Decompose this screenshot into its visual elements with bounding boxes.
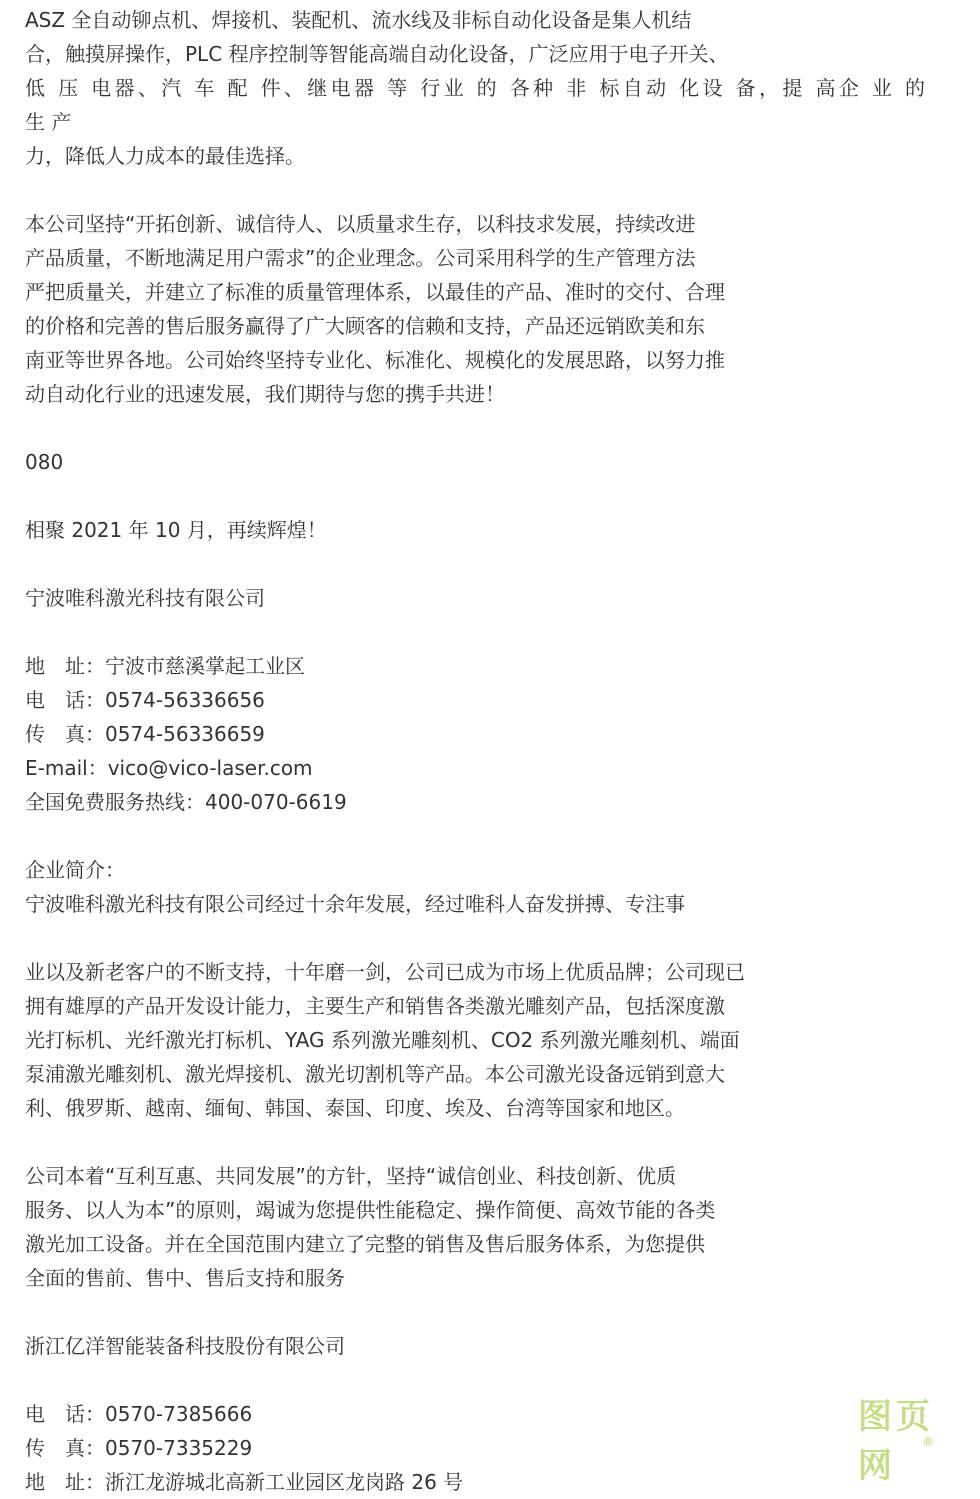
spacer [25,547,935,581]
watermark-logo [858,1397,968,1487]
spacer [25,1295,935,1329]
profile-line: 泵浦激光雕刻机、激光焊接机、激光切割机等产品。本公司激光设备远销到意大 [25,1062,725,1086]
booth-number: 080 [25,450,64,474]
company2-address: 地 址：浙江龙游城北高新工业园区龙岗路 26 号 [25,1470,464,1494]
intro-line-2: 合，触摸屏操作，PLC 程序控制等智能高端自动化设备，广泛应用于电子开关、 [25,42,729,66]
company1-hotline: 全国免费服务热线：400-070-6619 [25,790,347,814]
policy-line: 激光加工设备。并在全国范围内建立了完整的销售及售后服务体系，为您提供 [25,1232,705,1256]
spacer [25,819,935,853]
company1-phone: 电 话：0574-56336656 [25,688,265,712]
company2-name: 浙江亿洋智能装备科技股份有限公司 [25,1334,345,1358]
spacer [25,1125,935,1159]
policy-line: 全面的售前、售中、售后支持和服务 [25,1266,345,1290]
spacer [25,479,935,513]
philosophy-line: 产品质量，不断地满足用户需求”的企业理念。公司采用科学的生产管理方法 [25,246,696,270]
company1-fax: 传 真：0574-56336659 [25,722,265,746]
spacer [25,1363,935,1397]
profile-line: 拥有雄厚的产品开发设计能力，主要生产和销售各类激光雕刻产品，包括深度激 [25,994,725,1018]
spacer [25,921,935,955]
intro-line-4: 生 产 [25,110,72,134]
philosophy-line: 南亚等世界各地。公司始终坚持专业化、标准化、规模化的发展思路，以努力推 [25,348,725,372]
policy-line: 服务、以人为本”的原则，竭诚为您提供性能稳定、操作简便、高效节能的各类 [25,1198,716,1222]
intro-line-5: 力，降低人力成本的最佳选择。 [25,144,305,168]
profile-heading: 企业简介： [25,858,125,882]
company2-fax: 传 真：0570-7335229 [25,1436,253,1460]
registered-mark-icon: ® [922,1435,934,1449]
slogan: 相聚 2021 年 10 月，再续辉煌！ [25,518,327,542]
spacer [25,411,935,445]
philosophy-line: 本公司坚持“开拓创新、诚信待人、以质量求生存，以科技求发展，持续改进 [25,212,696,236]
profile-line: 利、俄罗斯、越南、缅甸、韩国、泰国、印度、埃及、台湾等国家和地区。 [25,1096,685,1120]
watermark-text: 图页网 [858,1397,934,1486]
document-body [25,3,935,1499]
intro-line-1: ASZ 全自动铆点机、焊接机、装配机、流水线及非标自动化设备是集人机结 [25,8,692,32]
spacer [25,615,935,649]
company1-email: E-mail：vico@vico-laser.com [25,756,313,780]
spacer [25,173,935,207]
philosophy-line: 严把质量关，并建立了标准的质量管理体系，以最佳的产品、准时的交付、合理 [25,280,725,304]
company2-phone: 电 话：0570-7385666 [25,1402,253,1426]
philosophy-line: 动自动化行业的迅速发展，我们期待与您的携手共进！ [25,382,505,406]
philosophy-line: 的价格和完善的售后服务赢得了广大顾客的信赖和支持，产品还远销欧美和东 [25,314,705,338]
policy-line: 公司本着“互利互惠、共同发展”的方针，坚持“诚信创业、科技创新、优质 [25,1164,677,1188]
profile-first-line: 宁波唯科激光科技有限公司经过十余年发展，经过唯科人奋发拼搏、专注事 [25,892,685,916]
company1-name: 宁波唯科激光科技有限公司 [25,586,265,610]
profile-line: 光打标机、光纤激光打标机、YAG 系列激光雕刻机、CO2 系列激光雕刻机、端面 [25,1028,740,1052]
company1-address: 地 址：宁波市慈溪掌起工业区 [25,654,305,678]
intro-line-3: 低 压 电器、汽 车 配 件、继电器 等 行业 的 各种 非 标自动 化设 备，提 高企 业 的 [25,76,925,100]
profile-line: 业以及新老客户的不断支持，十年磨一剑，公司已成为市场上优质品牌；公司现已 [25,960,745,984]
